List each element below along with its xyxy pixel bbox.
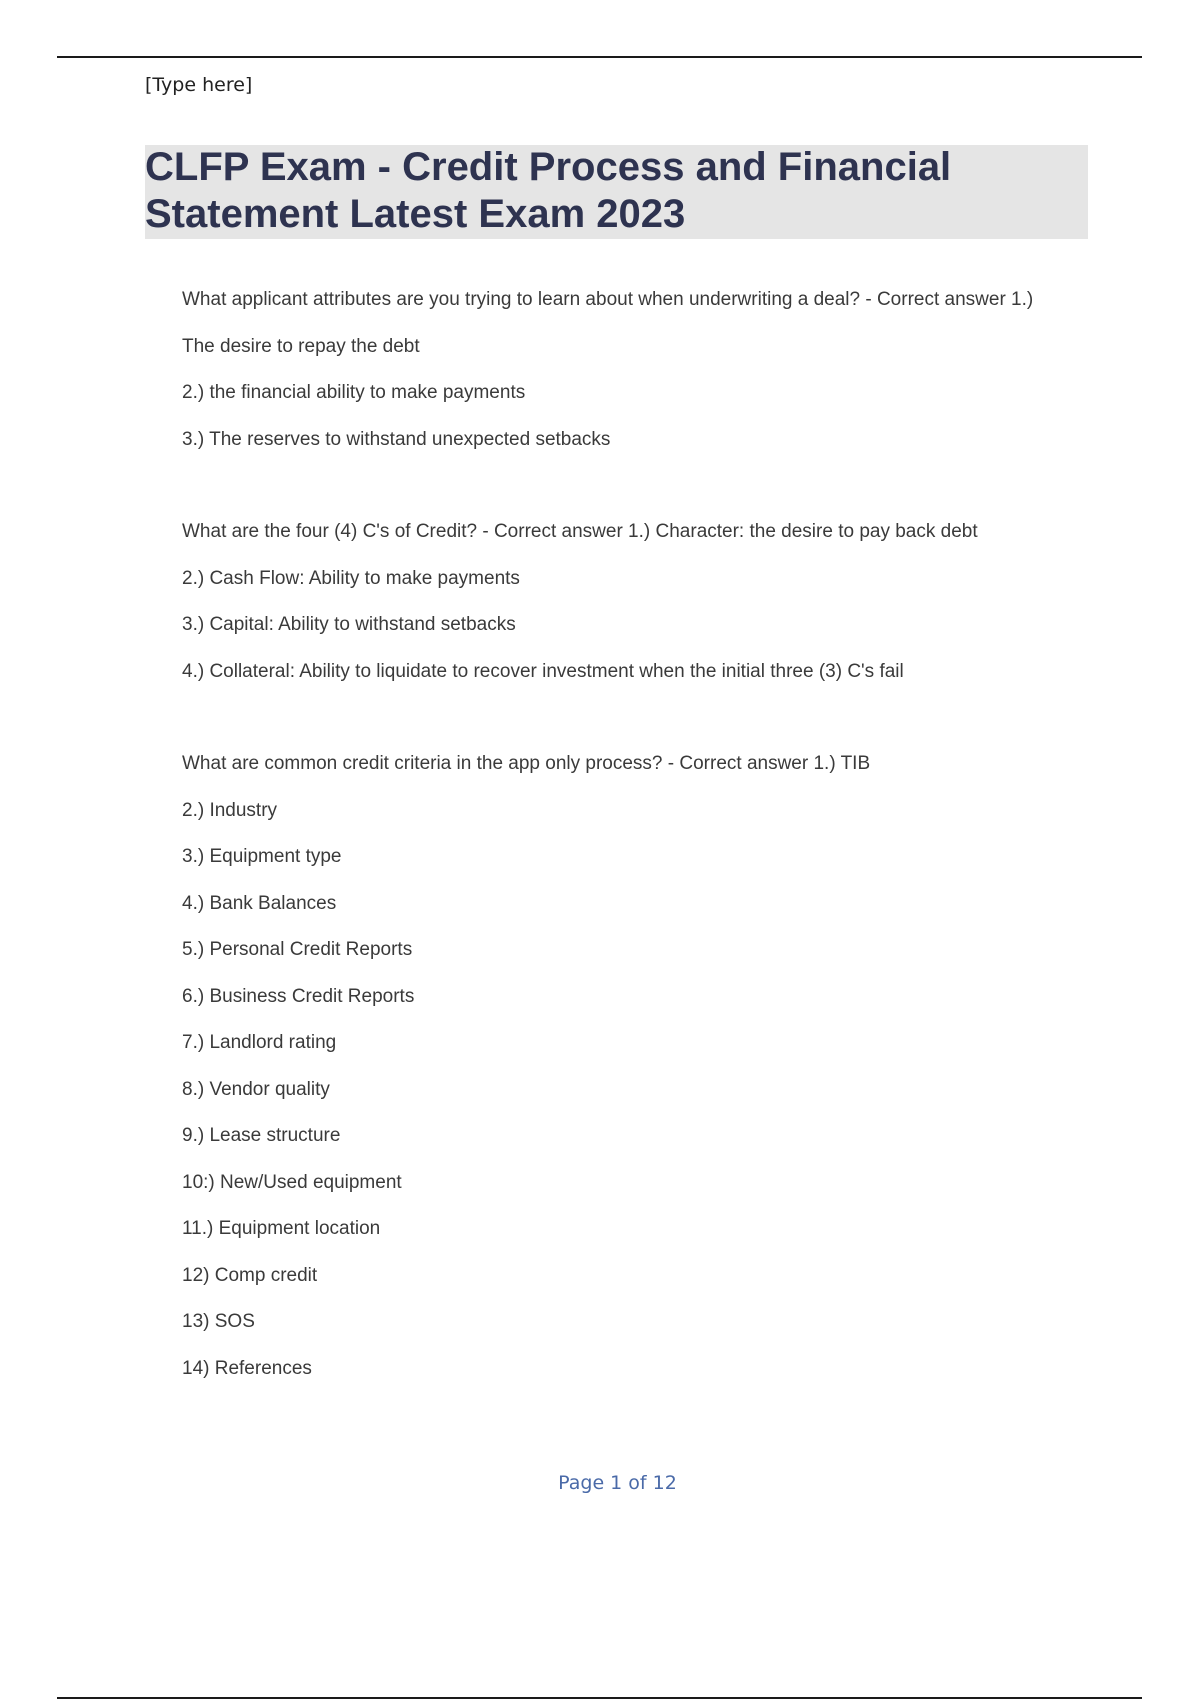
- answer-line: 3.) Capital: Ability to withstand setbacks: [182, 614, 516, 635]
- answer-line: 9.) Lease structure: [182, 1125, 341, 1146]
- document-title: [145, 144, 1088, 238]
- header-rule: [57, 56, 1142, 58]
- question-line: What are common credit criteria in the app only process? - Correct answer 1.) TIB: [182, 753, 871, 774]
- answer-line: 13) SOS: [182, 1311, 255, 1332]
- answer-line: 3.) The reserves to withstand unexpected setbacks: [182, 428, 611, 450]
- answer-line: 2.) Cash Flow: Ability to make payments: [182, 567, 520, 589]
- answer-line: 14) References: [182, 1357, 312, 1379]
- document-title-line-1: CLFP Exam - Credit Process and Financial: [145, 145, 952, 189]
- answer-line: The desire to repay the debt: [182, 335, 420, 357]
- answer-line: 4.) Collateral: Ability to liquidate to recover investment when the initial three (3) C's fail: [182, 660, 904, 682]
- page-number: Page 1 of 12: [558, 1472, 677, 1494]
- qa-block: [182, 741, 1102, 1392]
- answer-line: 8.) Vendor quality: [182, 1078, 330, 1100]
- footer-rule: [57, 1697, 1142, 1699]
- qa-block: [182, 509, 1102, 695]
- document-title-line-2: Statement Latest Exam 2023: [145, 192, 686, 236]
- header-placeholder: [Type here]: [145, 74, 253, 96]
- answer-line: 5.) Personal Credit Reports: [182, 939, 413, 960]
- answer-line: 11.) Equipment location: [182, 1218, 381, 1239]
- answer-line: 2.) the financial ability to make payments: [182, 382, 526, 403]
- document-body: [182, 277, 1102, 1438]
- qa-block: [182, 277, 1102, 463]
- answer-line: 4.) Bank Balances: [182, 892, 337, 914]
- answer-line: 10:) New/Used equipment: [182, 1171, 402, 1193]
- question-line: What are the four (4) C's of Credit? - Correct answer 1.) Character: the desire to pay back debt: [182, 521, 978, 542]
- answer-line: 7.) Landlord rating: [182, 1032, 337, 1053]
- answer-line: 3.) Equipment type: [182, 846, 342, 867]
- question-line: What applicant attributes are you trying to learn about when underwriting a deal? - Correct answer 1.): [182, 289, 1034, 310]
- answer-line: 2.) Industry: [182, 799, 278, 821]
- answer-line: 6.) Business Credit Reports: [182, 985, 415, 1007]
- answer-line: 12) Comp credit: [182, 1264, 318, 1286]
